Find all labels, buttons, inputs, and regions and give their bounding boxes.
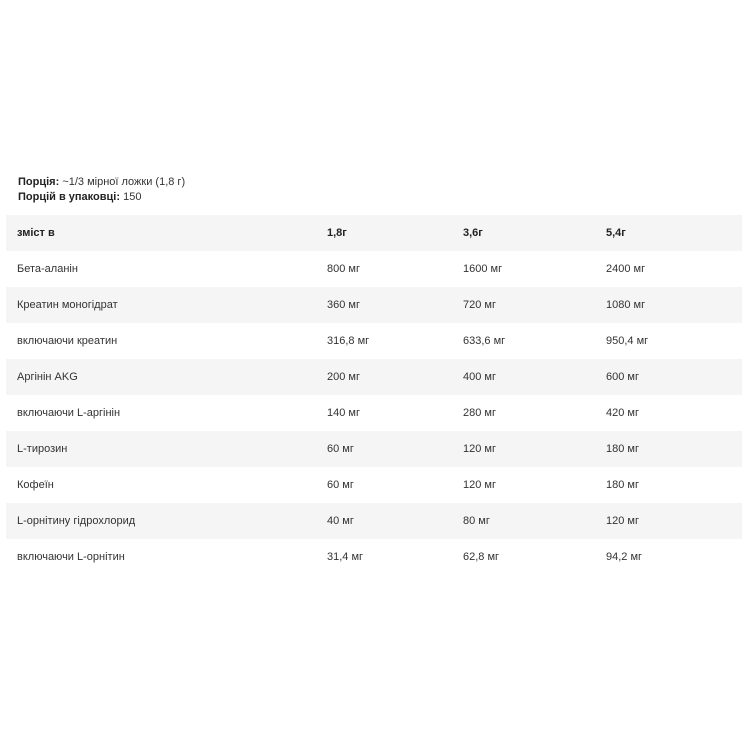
table-header-row: [6, 215, 742, 251]
table-row: [6, 251, 742, 287]
serving-size-line: [18, 175, 185, 190]
dose-value-cell: 94,2 мг: [606, 551, 643, 563]
header-cell-content: зміст в: [17, 227, 55, 239]
table-row: [6, 431, 742, 467]
dose-value-cell: 316,8 мг: [327, 335, 370, 347]
dose-value-cell: 80 мг: [463, 515, 490, 527]
ingredient-name-cell: включаючи L-орнітин: [17, 551, 125, 563]
dose-value-cell: 62,8 мг: [463, 551, 500, 563]
servings-per-pack-label: Порцій в упаковці:: [18, 191, 121, 203]
servings-per-pack-value: 150: [123, 191, 142, 203]
dose-value-cell: 1080 мг: [606, 299, 646, 311]
dose-value-cell: 60 мг: [327, 443, 354, 455]
dose-value-cell: 280 мг: [463, 407, 496, 419]
dose-value-cell: 360 мг: [327, 299, 360, 311]
dose-value-cell: 633,6 мг: [463, 335, 506, 347]
dose-value-cell: 400 мг: [463, 371, 496, 383]
nutrition-table: [6, 215, 742, 575]
table-row: [6, 395, 742, 431]
dose-value-cell: 120 мг: [463, 479, 496, 491]
dose-value-cell: 180 мг: [606, 479, 639, 491]
table-row: [6, 359, 742, 395]
table-row: [6, 323, 742, 359]
dose-value-cell: 140 мг: [327, 407, 360, 419]
dose-value-cell: 950,4 мг: [606, 335, 649, 347]
table-row: [6, 503, 742, 539]
table-row: [6, 287, 742, 323]
header-cell-dose-1: 1,8г: [327, 227, 347, 239]
servings-per-pack-line: [18, 190, 185, 205]
header-cell-dose-2: 3,6г: [463, 227, 483, 239]
dose-value-cell: 420 мг: [606, 407, 639, 419]
ingredient-name-cell: Аргінін AKG: [17, 371, 78, 383]
serving-size-label: Порція:: [18, 176, 60, 188]
dose-value-cell: 720 мг: [463, 299, 496, 311]
ingredient-name-cell: L-орнітину гідрохлорид: [17, 515, 136, 527]
ingredient-name-cell: L-тирозин: [17, 443, 68, 455]
table-row: [6, 467, 742, 503]
dose-value-cell: 180 мг: [606, 443, 639, 455]
ingredient-name-cell: включаючи креатин: [17, 335, 118, 347]
dose-value-cell: 60 мг: [327, 479, 354, 491]
dose-value-cell: 1600 мг: [463, 263, 503, 275]
ingredient-name-cell: Бета-аланін: [17, 263, 78, 275]
dose-value-cell: 40 мг: [327, 515, 354, 527]
dose-value-cell: 120 мг: [606, 515, 639, 527]
table-body: [6, 251, 742, 575]
dose-value-cell: 31,4 мг: [327, 551, 364, 563]
dose-value-cell: 600 мг: [606, 371, 639, 383]
dose-value-cell: 2400 мг: [606, 263, 646, 275]
serving-size-value: ~1/3 мірної ложки (1,8 г): [62, 176, 186, 188]
ingredient-name-cell: Кофеїн: [17, 479, 54, 491]
ingredient-name-cell: Креатин моногідрат: [17, 299, 118, 311]
dose-value-cell: 120 мг: [463, 443, 496, 455]
serving-info: [18, 175, 185, 205]
dose-value-cell: 800 мг: [327, 263, 360, 275]
ingredient-name-cell: включаючи L-аргінін: [17, 407, 121, 419]
table-row: [6, 539, 742, 575]
header-cell-dose-3: 5,4г: [606, 227, 626, 239]
dose-value-cell: 200 мг: [327, 371, 360, 383]
